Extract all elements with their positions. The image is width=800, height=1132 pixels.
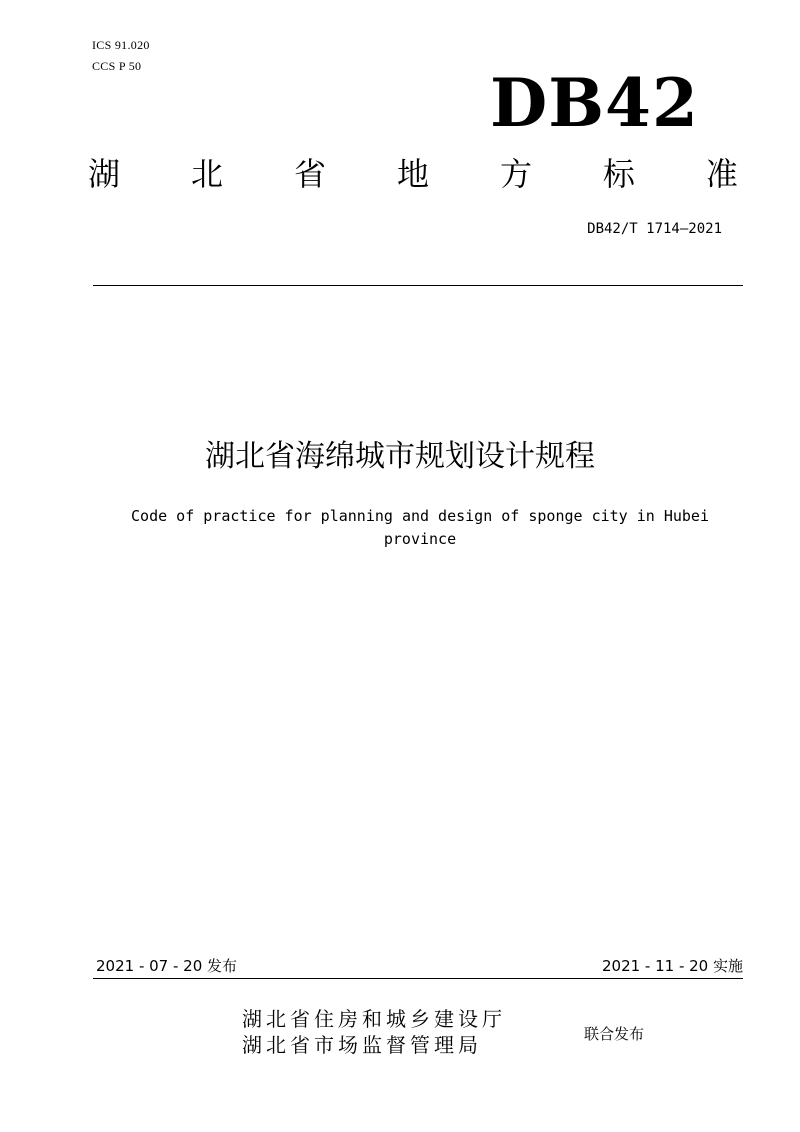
bottom-divider: [93, 978, 743, 979]
standard-type-char: 方: [499, 155, 532, 193]
issuer-market-regulation-bureau: 湖北省市场监督管理局: [242, 1033, 482, 1057]
standard-type-char: 省: [293, 155, 326, 193]
document-title-chinese: 湖北省海绵城市规划设计规程: [205, 439, 595, 474]
joint-release-label: 联合发布: [584, 1025, 645, 1043]
english-title-line: Code of practice for planning and design of sponge city in Hubei: [131, 507, 709, 525]
standard-type-char: 标: [602, 155, 635, 193]
issuing-authorities: [242, 1006, 562, 1058]
standard-type-char: 北: [190, 155, 223, 193]
top-divider: [93, 285, 743, 286]
standard-type-char: 准: [705, 155, 738, 193]
document-title-english: [100, 505, 740, 551]
standard-number: DB42/T 1714—2021: [587, 221, 722, 237]
issue-date: 2021 - 07 - 20 发布: [96, 957, 238, 975]
english-title-line: province: [383, 530, 457, 548]
ccs-code: CCS P 50: [92, 59, 142, 73]
standard-type-char: 湖: [88, 155, 121, 193]
ics-code: ICS 91.020: [92, 38, 150, 52]
implementation-date: 2021 - 11 - 20 实施: [601, 957, 743, 975]
db42-logo: DB42: [490, 64, 699, 142]
issuer-housing-department: 湖北省住房和城乡建设厅: [242, 1007, 506, 1031]
standard-type-char: 地: [396, 155, 429, 193]
standard-type-heading: [88, 150, 738, 198]
